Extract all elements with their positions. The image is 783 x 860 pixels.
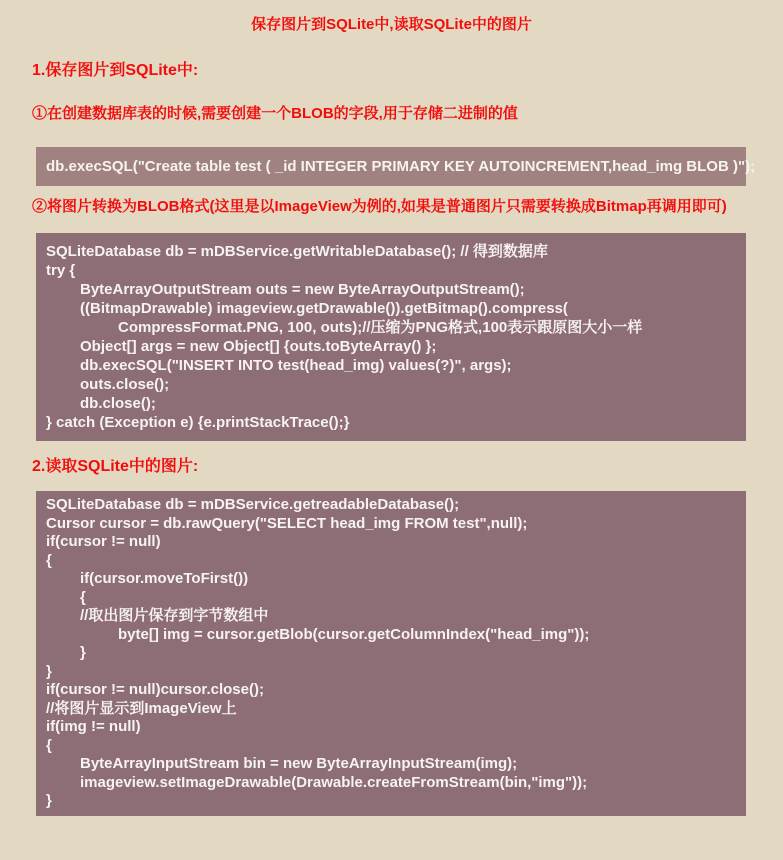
step-2-label: ②将图片转换为BLOB格式(这里是以ImageView为例的,如果是普通图片只需要转换成Bitmap再调用即可) <box>32 198 727 215</box>
code-block-create-table <box>36 147 756 186</box>
code-line: } <box>80 644 86 661</box>
page-body <box>0 17 783 860</box>
code-line: } <box>46 662 52 680</box>
code-line: db.close(); <box>80 395 156 412</box>
code-line: ByteArrayInputStream bin = new ByteArrayInputStream(img); <box>80 755 518 772</box>
code-line: if(cursor.moveToFirst()) <box>80 570 249 587</box>
code-line: //将图片显示到ImageView上 <box>46 699 237 717</box>
code-line: } <box>46 792 52 809</box>
code-block-read-image <box>36 491 746 816</box>
code-line: ByteArrayOutputStream outs = new ByteArrayOutputStream(); <box>80 281 525 298</box>
step-1-label: ①在创建数据库表的时候,需要创建一个BLOB的字段,用于存储二进制的值 <box>32 105 518 122</box>
article <box>0 17 783 860</box>
code-line: SQLiteDatabase db = mDBService.getreadableDatabase(); <box>46 496 460 513</box>
code-line: outs.close(); <box>80 376 170 393</box>
code-line: db.execSQL("Create table test ( _id INTEGER PRIMARY KEY AUTOINCREMENT,head_img BLOB )"); <box>46 158 756 175</box>
code-line: { <box>46 551 52 569</box>
code-line: { <box>80 588 86 606</box>
code-block-save-image <box>36 233 746 441</box>
code-line: try { <box>46 262 76 279</box>
section-2-heading: 2.读取SQLite中的图片: <box>32 458 199 475</box>
code-line: SQLiteDatabase db = mDBService.getWritableDatabase(); // 得到数据库 <box>46 243 548 260</box>
code-line: byte[] img = cursor.getBlob(cursor.getColumnIndex("head_img")); <box>118 625 590 643</box>
code-line: //取出图片保存到字节数组中 <box>80 607 269 624</box>
code-line: ((BitmapDrawable) imageview.getDrawable()).getBitmap().compress( <box>80 300 568 317</box>
article-title: 保存图片到SQLite中,读取SQLite中的图片 <box>251 16 532 33</box>
code-line: { <box>46 736 52 754</box>
code-line: Cursor cursor = db.rawQuery("SELECT head_img FROM test",null); <box>46 514 528 532</box>
code-line: if(img != null) <box>46 718 141 735</box>
code-line: if(cursor != null)cursor.close(); <box>46 681 264 698</box>
code-line: CompressFormat.PNG, 100, outs);//压缩为PNG格式,100表示跟原图大小一样 <box>118 319 643 336</box>
code-line: imageview.setImageDrawable(Drawable.createFromStream(bin,"img")); <box>80 773 588 791</box>
code-line: } catch (Exception e) {e.printStackTrace();} <box>46 414 350 431</box>
code-line: db.execSQL("INSERT INTO test(head_img) values(?)", args); <box>80 357 512 374</box>
code-line: if(cursor != null) <box>46 533 161 550</box>
code-line: Object[] args = new Object[] {outs.toByteArray() }; <box>80 338 437 355</box>
section-1-heading: 1.保存图片到SQLite中: <box>32 62 199 79</box>
